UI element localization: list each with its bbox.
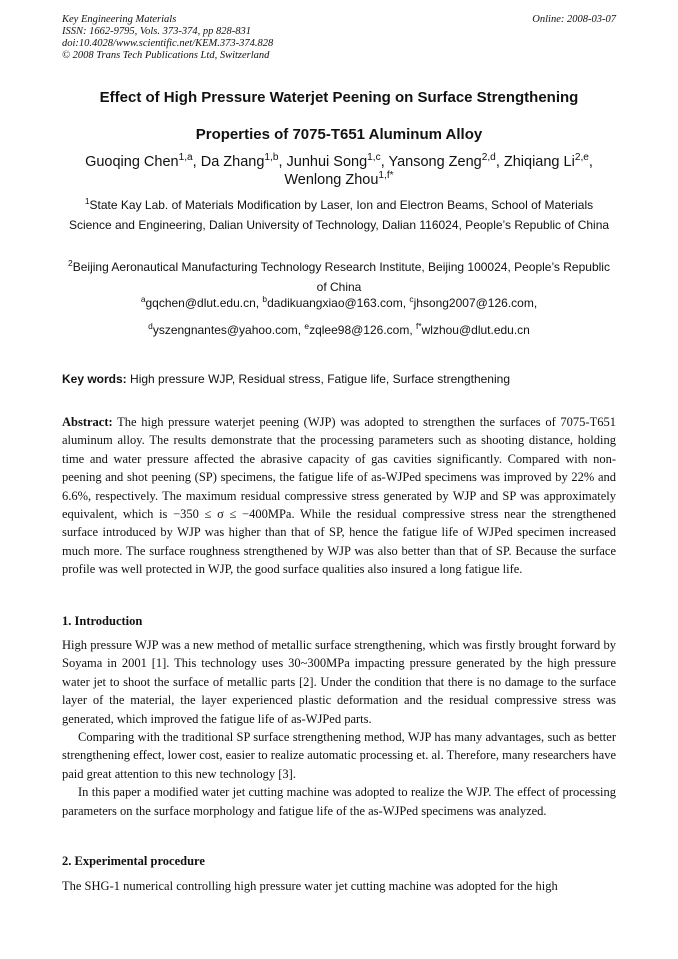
author-sup: 1,c [367, 152, 381, 164]
email-sup: c [409, 294, 414, 304]
affiliation-text: State Kay Lab. of Materials Modification by Laser, Ion and Electron Beams, School of Materials Science and Engineering, Dalian University of Technology, Dalian 116024, People’s Republic of China [68, 198, 610, 232]
keywords [62, 372, 616, 386]
paragraph: The SHG-1 numerical controlling high pressure water jet cutting machine was adopted for the high [62, 879, 558, 893]
author-sup: 1,b [264, 152, 279, 164]
author-sup: 1,a [178, 152, 193, 164]
author-name: Zhiqiang Li [503, 154, 575, 170]
email-address: zqlee98@126.com [309, 323, 410, 337]
email-address: gqchen@dlut.edu.cn [145, 296, 256, 310]
paper-title-line2: Properties of 7075-T651 Aluminum Alloy [195, 126, 483, 143]
author-list: Guoqing Chen$^{1,a}$, Da Zhang$^{1,b}$, Junhui Song$^{1,c}$, Yansong Zeng$^{2,d}$, Zhiqiang Li$^{2,e}$, Wenlong Zhou$^{1,f*}$ [85, 152, 593, 188]
author-name: Yansong Zeng [388, 154, 482, 170]
author-sup: 2,e [574, 152, 589, 164]
author-sup: 1,f* [378, 170, 394, 182]
email-sup: d [148, 321, 153, 331]
paragraph: High pressure WJP was a new method of metallic surface strengthening, which was firstly brought forward by Soyama in 2001 [1]. This technology uses 30~300MPa impacting pressure generated by the high pressure water jet to shoot the surface of metallic parts [2]. Under the condition that there is no damage to the surface layer of the material, the layer experienced plastic deformation and the residual compressive stress was generated, which improved the fatigue life of as-WJPed parts. [62, 638, 616, 726]
email-address: wlzhou@dlut.edu.cn [421, 323, 530, 337]
copyright-line: © 2008 Trans Tech Publications Ltd, Switzerland [62, 50, 270, 61]
abstract [62, 413, 616, 579]
affiliation-2 [62, 257, 616, 297]
email-line-1: $^a$gqchen@dlut.edu.cn, $^b$dadikuangxiao@163.com, $^c$jhsong2007@126.com, [140, 294, 538, 310]
affiliation-sup: 1 [84, 196, 90, 206]
email-sup: f* [416, 321, 422, 331]
abstract-text: The high pressure waterjet peening (WJP) was adopted to strengthen the surfaces of 7075-T651 aluminum alloy. The results demonstrate that the processing parameters such as shooting distance, holding time and water pressure affected the abrasive capacity of gas cavities significantly. Compared with non-peening and shot peening (SP) specimens, the fatigue life of as-WJPed specimens was improved by 22% and 6.6%, respectively. The maximum residual compressive stress generated by WJP and SP was approximately equivalent, which is −350 ≤ σ ≤ −400MPa. While the residual compressive stress near the strengthened surface introduced by WJP was higher than that of SP, hence the fatigue life of WJPed specimen increased much more. The surface roughness strengthened by WJP was also better than that of SP. Because the surface profile was well protected in WJP, the good surface qualities also insured a long fatigue life. [62, 415, 616, 577]
author-name: Guoqing Chen [85, 154, 179, 170]
experimental-body [62, 877, 616, 895]
journal-header [62, 14, 273, 62]
email-address: jhsong2007@126.com [413, 296, 534, 310]
email-address: dadikuangxiao@163.com [267, 296, 403, 310]
affiliation-sup: 2 [68, 258, 73, 268]
author-name: Wenlong Zhou [284, 172, 379, 188]
issn-line: ISSN: 1662-9795, Vols. 373-374, pp 828-831 [62, 26, 251, 37]
journal-name: Key Engineering Materials [62, 14, 177, 25]
introduction-body [62, 636, 616, 820]
section-heading-experimental: 2. Experimental procedure [62, 854, 205, 868]
doi-line: doi:10.4028/www.scientific.net/KEM.373-374.828 [62, 38, 274, 49]
affiliation-text: Beijing Aeronautical Manufacturing Technology Research Institute, Beijing 100024, People’s Republic of China [72, 260, 610, 294]
affiliation-1 [62, 195, 616, 235]
author-name: Junhui Song [286, 154, 368, 170]
email-address: yszengnantes@yahoo.com [152, 323, 298, 337]
email-sup: e [304, 321, 310, 331]
email-line-2: $^d$yszengnantes@yahoo.com, $^e$zqlee98@126.com, $^{f*}$wlzhou@dlut.edu.cn [148, 321, 530, 337]
paragraph: In this paper a modified water jet cutting machine was adopted to realize the WJP. The effect of processing parameters on the surface morphology and fatigue life of the as-WJPed specimens was analyzed. [62, 785, 616, 818]
online-date: Online: 2008-03-07 [532, 14, 616, 25]
email-sup: a [140, 294, 146, 304]
keywords-text: High pressure WJP, Residual stress, Fatigue life, Surface strengthening [130, 372, 510, 386]
paragraph: Comparing with the traditional SP surface strengthening method, WJP has many advantages, such as better strengthening effect, lower cost, easier to realize automatic processing et. al. Therefore, many researchers have paid great attention to this new technology [3]. [62, 730, 616, 781]
paper-title-line1: Effect of High Pressure Waterjet Peening on Surface Strengthening [99, 89, 579, 106]
abstract-label: Abstract: [62, 415, 113, 429]
author-name: Da Zhang [200, 154, 265, 170]
email-sup: b [262, 294, 268, 304]
section-heading-introduction: 1. Introduction [62, 614, 143, 628]
author-sup: 2,d [481, 152, 496, 164]
keywords-label: Key words: [62, 372, 127, 386]
